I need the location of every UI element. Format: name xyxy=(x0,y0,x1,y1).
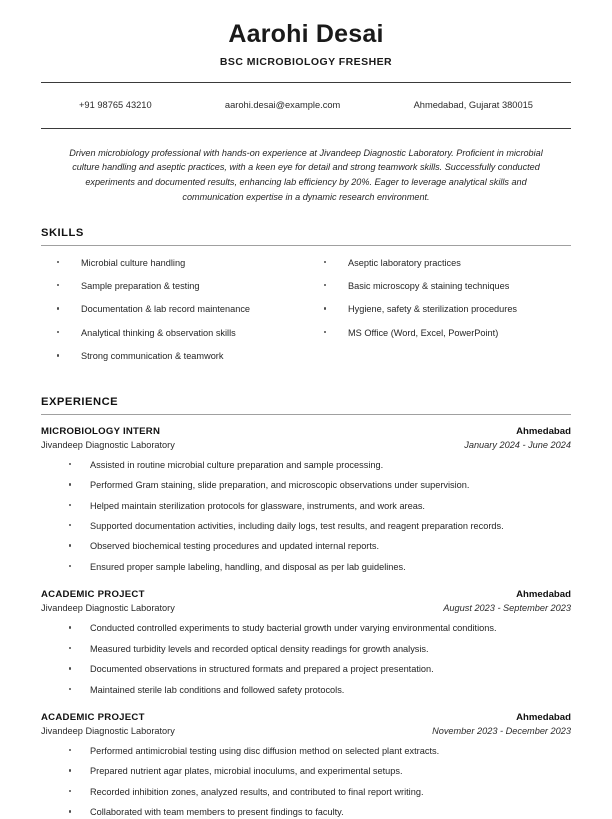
contact-row xyxy=(41,83,571,128)
header-divider-bottom xyxy=(41,128,571,129)
list-item: Conducted controlled experiments to study bacterial growth under varying environmental conditions. xyxy=(67,622,571,634)
list-item: Helped maintain sterilization protocols for glassware, instruments, and work areas. xyxy=(67,500,571,512)
contact-phone[interactable]: +91 98765 43210 xyxy=(79,100,152,111)
professional-summary: Driven microbiology professional with hands-on experience at Jivandeep Diagnostic Laboratory. Proficient in microbial culture handling and aseptic practices, with a keen eye for detail and strong teamwork skills. Successfully conducted experiments and documented results, enhancing lab efficiency by 20%. Eager to leverage analytical skills and communication expertise in a dynamic research environment. xyxy=(69,147,543,202)
experience-section xyxy=(41,396,571,819)
list-item: Assisted in routine microbial culture preparation and sample processing. xyxy=(67,459,571,471)
experience-entry xyxy=(41,426,571,574)
list-item: Observed biochemical testing procedures and updated internal reports. xyxy=(67,540,571,552)
skills-column-right xyxy=(306,257,571,374)
list-item: Sample preparation & testing xyxy=(55,280,306,292)
contact-email[interactable]: aarohi.desai@example.com xyxy=(224,100,341,111)
list-item: Documented observations in structured formats and prepared a project presentation. xyxy=(67,663,571,675)
job-role: ACADEMIC PROJECT xyxy=(41,589,145,601)
job-role: ACADEMIC PROJECT xyxy=(41,711,145,723)
experience-entry xyxy=(41,712,571,819)
list-item: Documentation & lab record maintenance xyxy=(55,303,306,315)
list-item: Ensured proper sample labeling, handling, and disposal as per lab guidelines. xyxy=(67,561,571,573)
job-role: MICROBIOLOGY INTERN xyxy=(41,425,161,437)
list-item: Performed antimicrobial testing using disc diffusion method on selected plant extracts. xyxy=(67,745,571,757)
job-company: Jivandeep Diagnostic Laboratory xyxy=(41,439,175,450)
list-item: Recorded inhibition zones, analyzed results, and contributed to final report writing. xyxy=(67,786,571,798)
job-location: Ahmedabad xyxy=(516,425,571,437)
job-location: Ahmedabad xyxy=(516,711,571,723)
skills-list-left xyxy=(55,257,306,363)
skills-section xyxy=(41,227,571,374)
skills-section-title: SKILLS xyxy=(41,226,84,239)
candidate-title: BSC MICROBIOLOGY FRESHER xyxy=(219,55,393,68)
list-item: Maintained sterile lab conditions and followed safety protocols. xyxy=(67,684,571,696)
job-dates: November 2023 - December 2023 xyxy=(432,725,571,736)
list-item: Basic microscopy & staining techniques xyxy=(322,280,571,292)
list-item: MS Office (Word, Excel, PowerPoint) xyxy=(322,327,571,339)
job-location: Ahmedabad xyxy=(516,589,571,601)
job-dates: August 2023 - September 2023 xyxy=(443,603,571,614)
skills-list-right xyxy=(322,257,571,340)
list-item: Supported documentation activities, including daily logs, test results, and reagent preparation records. xyxy=(67,520,571,532)
skills-column-left xyxy=(41,257,306,374)
job-bullet-list xyxy=(41,622,571,696)
list-item: Microbial culture handling xyxy=(55,257,306,269)
job-dates: January 2024 - June 2024 xyxy=(464,439,571,450)
job-bullet-list xyxy=(41,745,571,819)
job-company: Jivandeep Diagnostic Laboratory xyxy=(41,603,175,614)
list-item: Analytical thinking & observation skills xyxy=(55,327,306,339)
list-item: Hygiene, safety & sterilization procedures xyxy=(322,303,571,315)
experience-entry xyxy=(41,589,571,696)
list-item: Strong communication & teamwork xyxy=(55,350,306,362)
resume-header xyxy=(41,0,571,68)
contact-location: Ahmedabad, Gujarat 380015 xyxy=(413,100,533,111)
skills-columns xyxy=(41,257,571,374)
candidate-name: Aarohi Desai xyxy=(228,20,384,48)
list-item: Collaborated with team members to present findings to faculty. xyxy=(67,806,571,818)
skills-section-divider xyxy=(41,245,571,246)
list-item: Measured turbidity levels and recorded optical density readings for growth analysis. xyxy=(67,643,571,655)
list-item: Aseptic laboratory practices xyxy=(322,257,571,269)
job-bullet-list xyxy=(41,459,571,574)
list-item: Performed Gram staining, slide preparation, and microscopic observations under supervision. xyxy=(67,479,571,491)
experience-section-divider xyxy=(41,414,571,415)
experience-section-title: EXPERIENCE xyxy=(41,395,119,408)
job-company: Jivandeep Diagnostic Laboratory xyxy=(41,725,175,736)
list-item: Prepared nutrient agar plates, microbial inoculums, and experimental setups. xyxy=(67,765,571,777)
